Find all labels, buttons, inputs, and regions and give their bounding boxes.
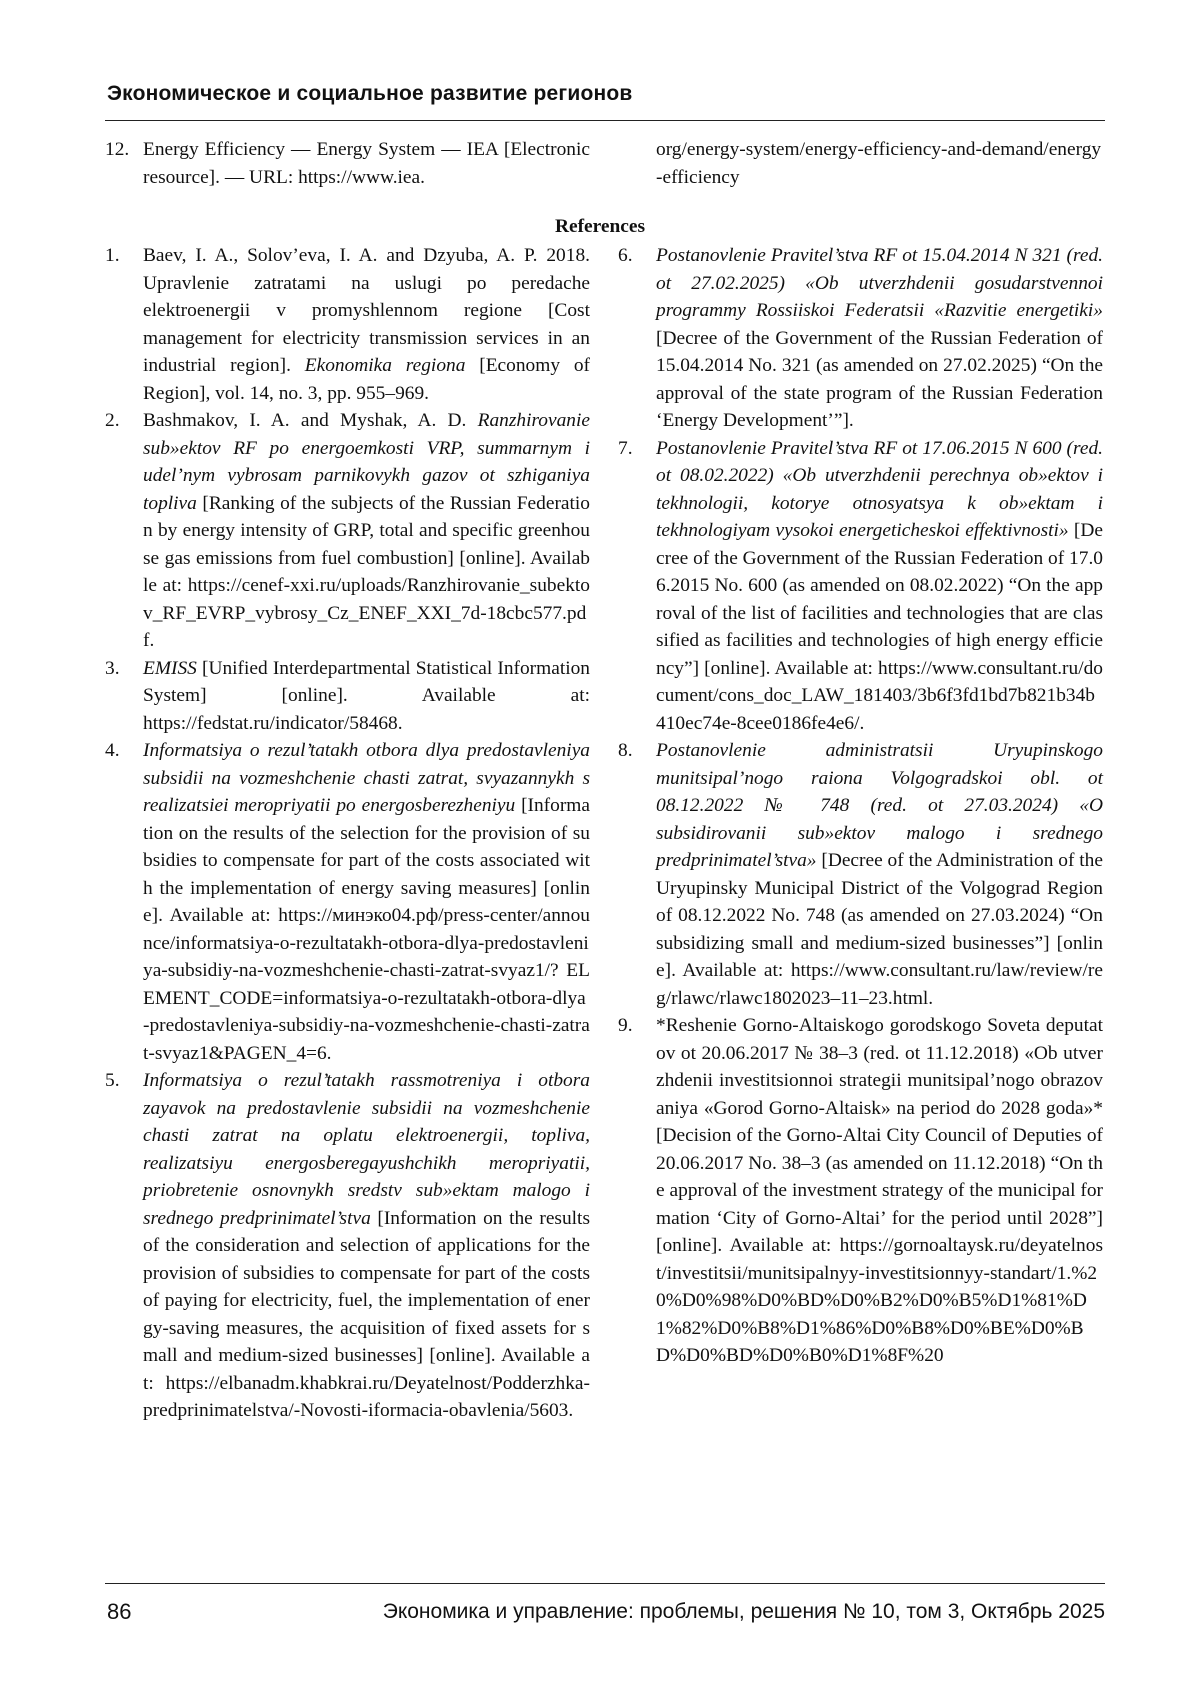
- running-head: Экономическое и социальное развитие регионов: [107, 82, 633, 105]
- page-number: 86: [107, 1599, 132, 1624]
- list-item-continuation: [618, 136, 1103, 191]
- reference-number: 3.: [105, 657, 120, 679]
- reference-text: Bashmakov, I. A. and Myshak, A. D. Ranzhirovanie sub»ektov RF po energoemkosti VRP, summarnym i udel’nym vybrosam parnikovykh gazov ot szhiganiya topliva [Ranking of the subjects of the Russian Federation by energy intensity of GRP, total and specific greenhouse gas emissions from fuel combustion] [online]. Available at: https://cenef-xxi.ru/uploads/Ranzhirovanie_subektov_RF_EVRP_vybrosy_Cz_ENEF_XXI_7d-18cbc577.pdf.: [143, 410, 590, 651]
- reference-item: [105, 407, 590, 655]
- reference-text: Postanovlenie Pravitel’stva RF ot 15.04.2014 N 321 (red. ot 27.02.2025) «Ob utverzhdenii gosudarstvennoi programmy Rossiiskoi Federatsii «Razvitie energetiki» [Decree of the Government of the Russian Federation of 15.04.2014 No. 321 (as amended on 27.02.2025) “On the approval of the state program of the Russian Federation ‘Energy Development’”].: [656, 245, 1103, 431]
- references-left-column: [105, 242, 590, 1425]
- reference-text: Postanovlenie Pravitel’stva RF ot 17.06.2015 N 600 (red. ot 08.02.2022) «Ob utverzhdenii perechnya ob»ektov i tekhnologii, kotorye otnosyatsya k ob»ektam i tekhnologiyam vysokoi energeticheskoi effektivnosti» [Decree of the Government of the Russian Federation of 17.06.2015 No. 600 (as amended on 08.02.2022) “On the approval of the list of facilities and technologies that are classified as facilities and technologies of high energy efficiency”] [online]. Available at: https://www.consultant.ru/document/cons_doc_LAW_181403/3b6f3fd1bd7b821b34b410ec74e-8cee0186fe4e6/.: [656, 437, 1103, 734]
- reference-item: [105, 737, 590, 1067]
- list-item: [105, 136, 590, 191]
- reference-number: 9.: [618, 1015, 633, 1036]
- references-right-column: [618, 242, 1103, 1370]
- reference-number: 2.: [105, 410, 120, 431]
- reference-item: [618, 242, 1103, 435]
- header-rule: [105, 120, 1105, 121]
- reference-item: [105, 242, 590, 407]
- reference-item: [105, 655, 590, 738]
- reference-text: Baev, I. A., Solov’eva, I. A. and Dzyuba, A. P. 2018. Upravlenie zatratami na uslugi po peredache elektroenergii v promyshlennom regione [Cost management for electricity transmission services in an industrial region]. Ekonomika regiona [Economy of Region], vol. 14, no. 3, pp. 955–969.: [143, 245, 590, 404]
- reference-item: [105, 1067, 590, 1425]
- references-heading: References: [554, 216, 646, 237]
- reference-number: 7.: [618, 437, 633, 459]
- item-text: org/energy-system/energy-efficiency-and-demand/energy-efficiency: [656, 139, 1102, 188]
- reference-text: Informatsiya o rezul’tatakh otbora dlya predostavleniya subsidii na vozmeshchenie chasti zatrat, svyazannykh s realizatsiei meropriyatii po energosberezheniyu [Information on the results of the selection for the provision of subsidies to compensate for part of the costs associated with the implementation of energy saving measures] [online]. Available at: https://минэко04.рф/press-center/announce/informatsiya-o-rezultatakh-otbora-dlya-predostavleniya-subsidiy-na-vozmeshchenie-chasti-zatrat-svyaz1/? ELEMENT_CODE=informatsiya-o-rezultatakh-otbora-dlya-predostavleniya-subsidiy-na-vozmeshchenie-chasti-zatrat-svyaz1&PAGEN_4=6.: [143, 740, 590, 1064]
- reference-number: 4.: [105, 740, 120, 761]
- reference-number: 8.: [618, 740, 633, 761]
- item-text: Energy Efficiency — Energy System — IEA [Electronic resource]. — URL: https://www.iea.: [143, 139, 590, 188]
- reference-text: Informatsiya o rezul’tatakh rassmotreniya i otbora zayavok na predostavlenie subsidii na vozmeshchenie chasti zatrat na oplatu elektroenergii, topliva, realizatsiyu energosberegayushchikh meropriyatii, priobretenie osnovnykh sredstv sub»ektam malogo i srednego predprinimatel’stva [Information on the results of the consideration and selection of applications for the provision of subsidies to compensate for part of the costs of paying for electricity, fuel, the implementation of energy-saving measures, the acquisition of fixed assets for small and medium-sized businesses] [online]. Available at: https://elbanadm.khabkrai.ru/Deyatelnost/Podderzhka-predprinimatelstva/-Novosti-iformacia-obavlenia/5603.: [143, 1070, 590, 1421]
- reference-number: 1.: [105, 245, 120, 266]
- journal-footer: Экономика и управление: проблемы, решения № 10, том 3, Октябрь 2025: [382, 1600, 1105, 1623]
- reference-number: 5.: [105, 1070, 120, 1091]
- reference-number: 6.: [618, 245, 633, 266]
- reference-item: [618, 1012, 1103, 1370]
- prev-list-left: [105, 136, 590, 191]
- reference-text: Postanovlenie administratsii Uryupinskogo munitsipal’nogo raiona Volgogradskoi obl. ot 08.12.2022 № 748 (red. ot 27.03.2024) «O subsidirovanii sub»ektov malogo i srednego predprinimatel’stva» [Decree of the Administration of the Uryupinsky Municipal District of the Volgograd Region of 08.12.2022 No. 748 (as amended on 27.03.2024) “On subsidizing small and medium-sized businesses”] [online]. Available at: https://www.consultant.ru/law/review/reg/rlawc/rlawc1802023–11–23.html.: [656, 740, 1103, 1009]
- prev-list-right: [618, 136, 1103, 191]
- footer-rule: [105, 1583, 1105, 1584]
- reference-item: [618, 737, 1103, 1012]
- item-number: 12.: [105, 139, 130, 160]
- reference-item: [618, 435, 1103, 738]
- reference-text: EMISS [Unified Interdepartmental Statistical Information System] [online]. Available at: https://fedstat.ru/indicator/58468.: [143, 657, 590, 734]
- reference-text: *Reshenie Gorno-Altaiskogo gorodskogo Soveta deputatov ot 20.06.2017 № 38–3 (red. ot 11.12.2018) «Ob utverzhdenii investitsionnoi strategii munitsipal’nogo obrazovaniya «Gorod Gorno-Altaisk» na period do 2028 goda»* [Decision of the Gorno-Altai City Council of Deputies of 20.06.2017 No. 38–3 (as amended on 11.12.2018) “On the approval of the investment strategy of the municipal formation ‘City of Gorno-Altai’ for the period until 2028”] [online]. Available at: https://gornoaltaysk.ru/deyatelnost/investitsii/munitsipalnyy-investitsionnyy-standart/1.%20%D0%98%D0%BD%D0%B2%D0%B5%D1%81%D1%82%D0%B8%D1%86%D0%B8%D0%BE%D0%BD%D0%BD%D0%B0%D1%8F%20: [656, 1015, 1103, 1366]
